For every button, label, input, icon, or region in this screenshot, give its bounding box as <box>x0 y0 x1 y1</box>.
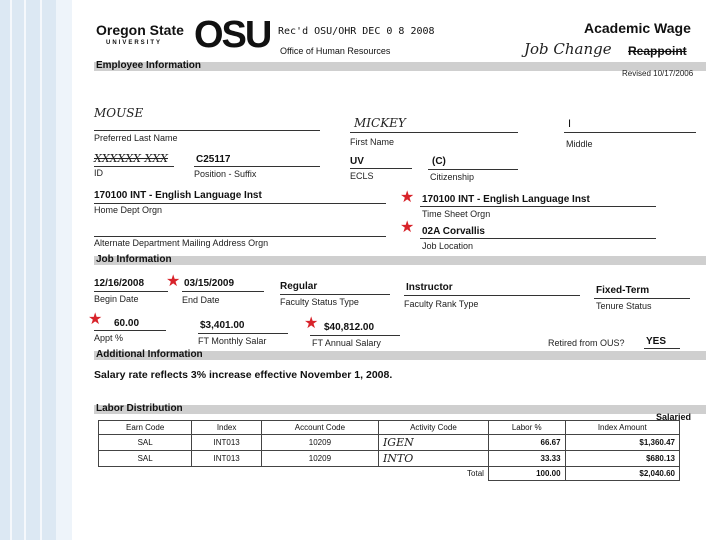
activity-code-cell: INTO <box>378 451 488 467</box>
ft-monthly-label: FT Monthly Salar <box>198 336 267 346</box>
home-dept-label: Home Dept Orgn <box>94 205 163 215</box>
employee-info-band <box>94 62 706 71</box>
table-row <box>99 435 680 451</box>
position-value: C25117 <box>196 154 231 165</box>
index-amount-cell: $680.13 <box>565 451 679 467</box>
job-info-title: Job Information <box>96 254 172 265</box>
rule <box>94 330 166 331</box>
rule <box>564 132 696 133</box>
osu-logo-mark: OSU <box>194 14 271 56</box>
revised-date: Revised 10/17/2006 <box>622 69 694 78</box>
star-marker-icon: ★ <box>166 273 181 290</box>
form-title: Academic Wage <box>584 20 691 36</box>
sidebar-stripe <box>56 0 72 540</box>
time-sheet-label: Time Sheet Orgn <box>422 209 491 219</box>
index-cell: INT013 <box>192 435 262 451</box>
rule <box>280 294 390 295</box>
id-label: ID <box>94 168 103 178</box>
job-location-value: 02A Corvallis <box>422 226 485 237</box>
home-dept-value: 170100 INT - English Language Inst <box>94 190 262 201</box>
total-pct: 100.00 <box>488 467 565 481</box>
sidebar-line <box>40 0 42 540</box>
labor-distribution-table <box>98 420 680 481</box>
rule <box>94 166 174 167</box>
labor-dist-band <box>94 405 706 414</box>
rule <box>94 236 386 237</box>
position-label: Position - Suffix <box>194 169 257 179</box>
rule <box>404 295 580 296</box>
account-code-cell: 10209 <box>261 435 378 451</box>
rule <box>182 291 264 292</box>
employee-info-title: Employee Information <box>96 60 202 71</box>
table-total-row <box>99 467 680 481</box>
appt-value: 60.00 <box>114 318 140 329</box>
labor-pct-cell: 66.67 <box>488 435 565 451</box>
rule <box>350 132 518 133</box>
begin-date-value: 12/16/2008 <box>94 278 145 289</box>
labor-dist-title: Labor Distribution <box>96 403 183 414</box>
logo-sub: UNIVERSITY <box>106 40 163 46</box>
faculty-status-label: Faculty Status Type <box>280 297 359 307</box>
sidebar-line <box>24 0 26 540</box>
column-header: Index Amount <box>565 421 679 435</box>
faculty-rank-label: Faculty Rank Type <box>404 299 479 309</box>
total-label: Total <box>378 467 488 481</box>
rule <box>420 206 656 207</box>
column-header: Activity Code <box>378 421 488 435</box>
end-date-label: End Date <box>182 295 220 305</box>
table-header-row <box>99 421 680 435</box>
labor-pct-cell: 33.33 <box>488 451 565 467</box>
rule <box>94 203 386 204</box>
earn-code-cell: SAL <box>99 435 192 451</box>
additional-info-text: Salary rate reflects 3% increase effective November 1, 2008. <box>94 369 393 381</box>
begin-date-label: Begin Date <box>94 294 139 304</box>
salaried-label: Salaried <box>656 412 692 422</box>
middle-value: I <box>568 118 572 130</box>
column-header: Index <box>192 421 262 435</box>
reappoint-struck: Reappoint <box>628 44 687 58</box>
activity-code-cell: IGEN <box>378 435 488 451</box>
last-name-value: MOUSE <box>94 106 144 120</box>
index-cell: INT013 <box>192 451 262 467</box>
rule <box>420 238 656 239</box>
id-value: XXXXXX XXX <box>94 152 168 165</box>
ecls-value: UV <box>350 156 364 167</box>
rule <box>594 298 690 299</box>
rule <box>644 348 680 349</box>
slide-sidebar <box>0 0 72 540</box>
job-info-band <box>94 256 706 265</box>
job-location-label: Job Location <box>422 241 474 251</box>
citizenship-label: Citizenship <box>430 172 475 182</box>
total-amount: $2,040.60 <box>565 467 679 481</box>
column-header: Account Code <box>261 421 378 435</box>
ft-annual-label: FT Annual Salary <box>312 338 381 348</box>
ecls-label: ECLS <box>350 171 374 181</box>
scanned-form <box>72 0 720 540</box>
ft-annual-value: $40,812.00 <box>324 322 375 333</box>
index-amount-cell: $1,360.47 <box>565 435 679 451</box>
sidebar-line <box>10 0 12 540</box>
faculty-status-value: Regular <box>280 281 318 292</box>
account-code-cell: 10209 <box>261 451 378 467</box>
rule <box>310 335 400 336</box>
additional-info-band <box>94 351 706 360</box>
time-sheet-value: 170100 INT - English Language Inst <box>422 194 590 205</box>
star-marker-icon: ★ <box>304 315 319 332</box>
alt-dept-label: Alternate Department Mailing Address Orgn <box>94 238 269 248</box>
rule <box>194 166 320 167</box>
table-row <box>99 451 680 467</box>
rule <box>428 169 518 170</box>
end-date-value: 03/15/2009 <box>184 278 235 289</box>
column-header: Labor % <box>488 421 565 435</box>
rule <box>94 291 168 292</box>
handwritten-title: Job Change <box>524 40 612 58</box>
additional-info-title: Additional Information <box>96 349 203 360</box>
retired-label: Retired from OUS? <box>548 338 625 348</box>
rule <box>350 168 412 169</box>
rule <box>94 130 320 131</box>
column-header: Earn Code <box>99 421 192 435</box>
tenure-label: Tenure Status <box>596 301 652 311</box>
first-name-value: MICKEY <box>354 116 406 130</box>
star-marker-icon: ★ <box>88 311 103 328</box>
last-name-label: Preferred Last Name <box>94 133 178 143</box>
star-marker-icon: ★ <box>400 219 415 236</box>
retired-value: YES <box>646 336 667 347</box>
received-stamp: Rec'd OSU/OHR DEC 0 8 2008 <box>278 26 435 37</box>
appt-label: Appt % <box>94 333 124 343</box>
tenure-value: Fixed-Term <box>596 285 650 296</box>
citizenship-value: (C) <box>432 156 446 167</box>
faculty-rank-value: Instructor <box>406 282 453 293</box>
first-name-label: First Name <box>350 137 395 147</box>
office-name: Office of Human Resources <box>280 46 391 56</box>
ft-monthly-value: $3,401.00 <box>200 320 245 331</box>
middle-label: Middle <box>566 139 593 149</box>
star-marker-icon: ★ <box>400 189 415 206</box>
rule <box>198 333 288 334</box>
logo-name: Oregon State <box>96 22 184 38</box>
earn-code-cell: SAL <box>99 451 192 467</box>
